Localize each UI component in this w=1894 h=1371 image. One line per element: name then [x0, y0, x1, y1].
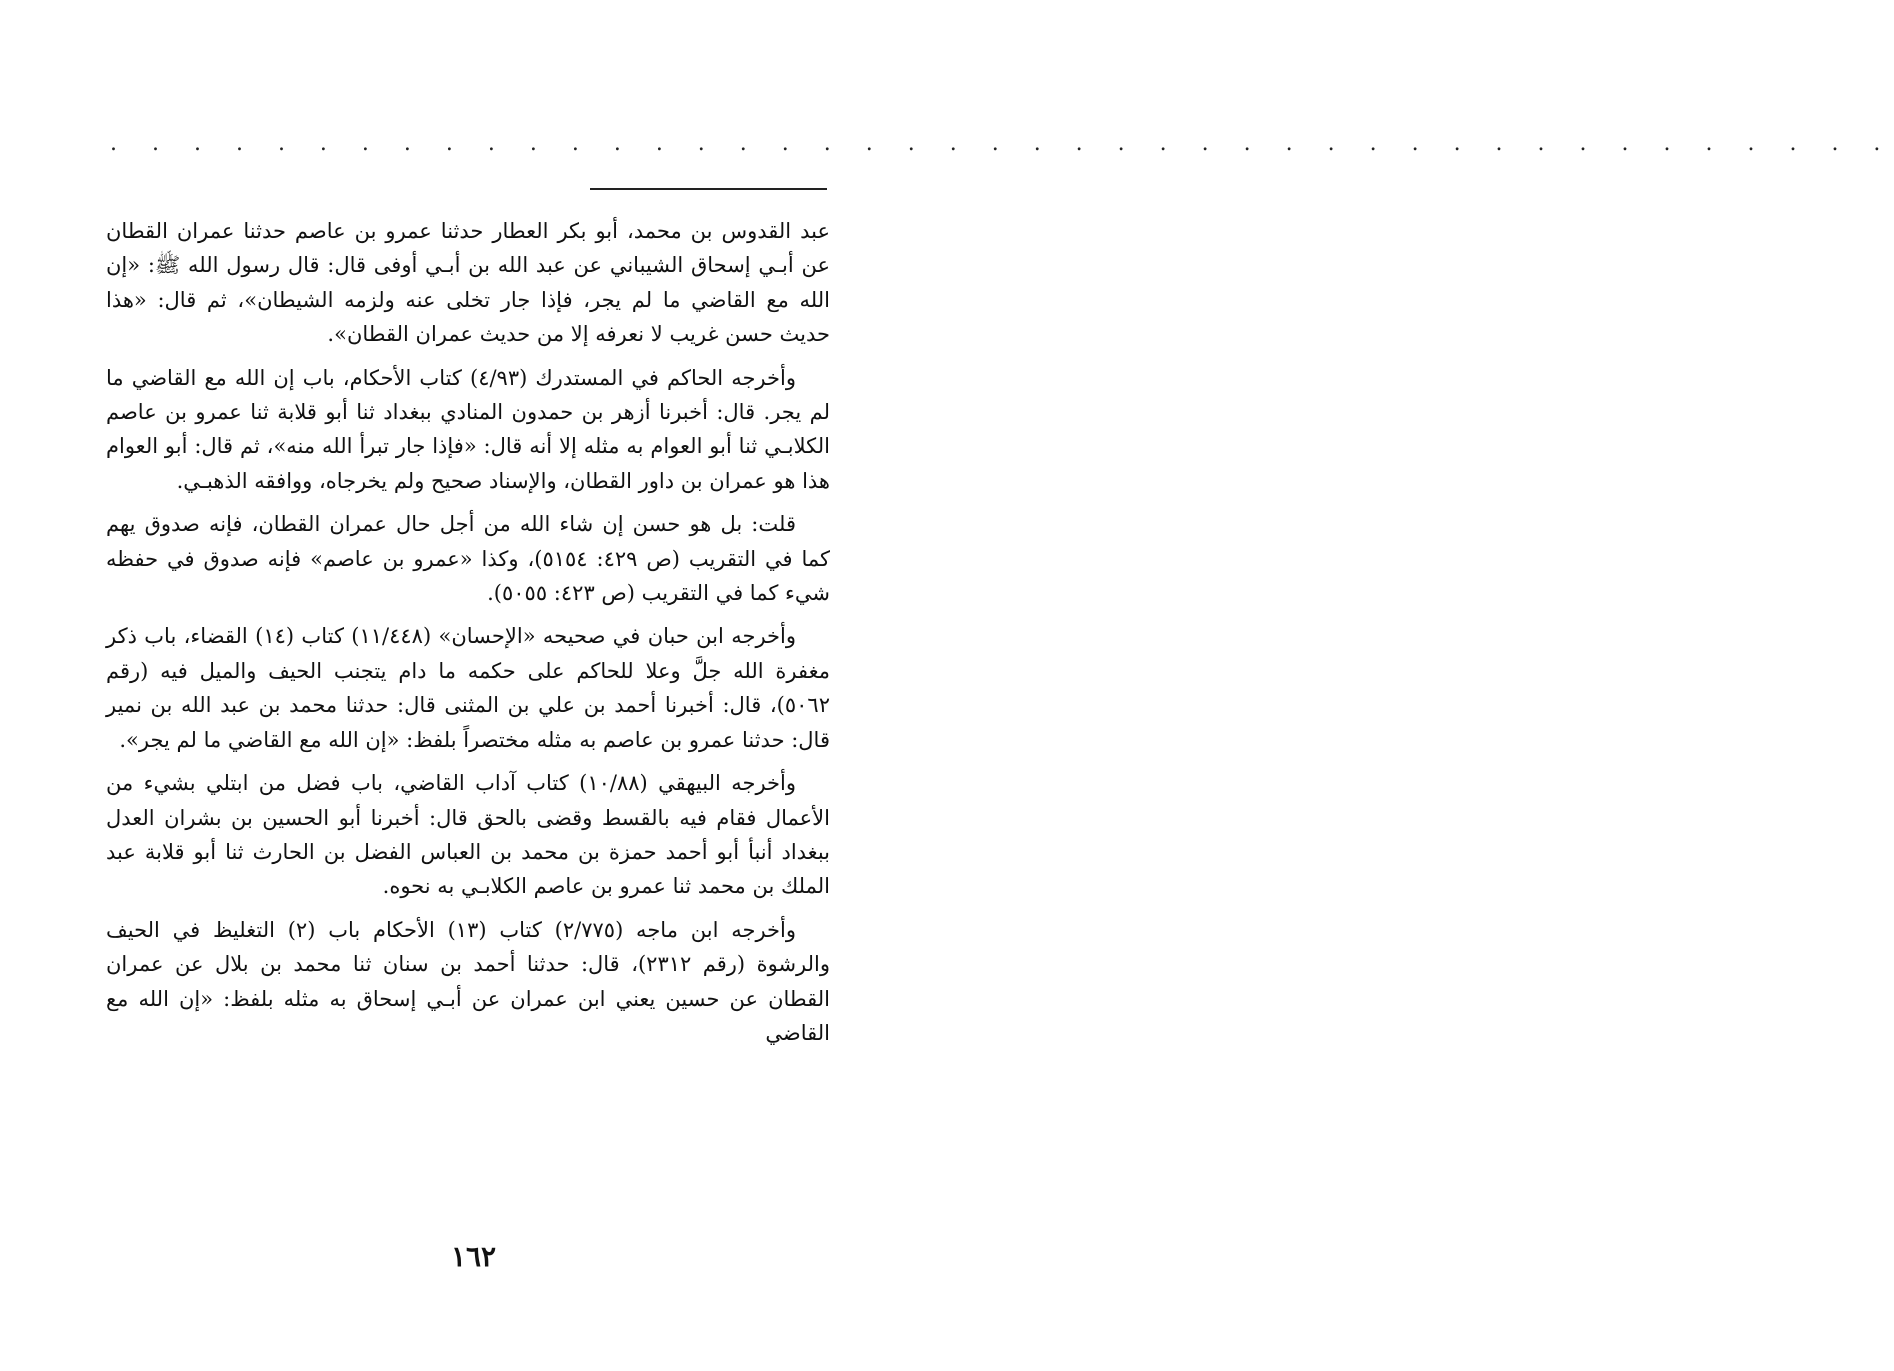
footnote-rule — [590, 188, 827, 190]
paragraph-text: قلت: بل هو حسن إن شاء الله من أجل حال عمران القطان، فإنه صدوق يهم كما في التقريب (ص ٤٢٩: ٥١٥٤)، وكذا «عمرو بن عاصم» فإنه صدوق في حفظه شيء كما في التقريب (ص ٤٢٣: ٥٠٥٥). — [106, 512, 830, 606]
paragraph-text: وأخرجه ابن حبان في صحيحه «الإحسان» (١١/٤٤٨) كتاب (١٤) القضاء، باب ذكر مغفرة الله جلَّ وعلا للحاكم على حكمه ما دام يتجنب الحيف والميل فيه (رقم ٥٠٦٢)، قال: أخبرنا أحمد بن علي بن المثنى قال: حدثنا محمد بن عبد الله بن نمير قال: حدثنا عمرو بن عاصم به مثله مختصراً بلفظ: «إن الله مع القاضي ما لم يجر». — [106, 624, 830, 752]
page-number: ١٦٢ — [450, 1240, 497, 1273]
paragraph — [106, 913, 830, 1051]
paragraph-text: وأخرجه الحاكم في المستدرك (٤/٩٣) كتاب الأحكام، باب إن الله مع القاضي ما لم يجر. قال: أخبرنا أزهر بن حمدون المنادي ببغداد ثنا أبو قلابة ثنا عمرو بن عاصم الكلابـي ثنا أبو العوام به مثله إلا أنه قال: «فإذا جار تبرأ الله منه»، ثم قال: أبو العوام هذا هو عمران بن داور القطان، والإسناد صحيح ولم يخرجاه، ووافقه الذهبـي. — [106, 365, 830, 493]
paragraph-text: وأخرجه البيهقي (١٠/٨٨) كتاب آداب القاضي، باب فضل من ابتلي بشيء من الأعمال فقام فيه بالقسط وقضى بالحق قال: أخبرنا أبو الحسين بن بشران العدل ببغداد أنبأ أبو أحمد حمزة بن محمد بن العباس الفضل بن الحارث ثنا أبو قلابة عبد الملك بن محمد ثنا عمرو بن عاصم الكلابـي به نحوه. — [106, 771, 830, 899]
paragraph-text: عبد القدوس بن محمد، أبو بكر العطار حدثنا عمرو بن عاصم حدثنا عمران القطان عن أبـي إسحاق الشيباني عن عبد الله بن أبـي أوفى قال: قال رسول الله ﷺ: «إن الله مع القاضي ما لم يجر، فإذا جار تخلى عنه ولزمه الشيطان»، ثم قال: «هذا حديث حسن غريب لا نعرفه إلا من حديث عمران القطان». — [106, 219, 830, 347]
paragraph — [106, 361, 830, 499]
paragraph — [106, 214, 830, 352]
paragraph — [106, 507, 830, 610]
separator-dots: . . . . . . . . . . . . . . . . . . . . . . . . . . . . . . . . . . . . . . . . . . . — [110, 131, 1894, 156]
paragraph-text: وأخرجه ابن ماجه (٢/٧٧٥) كتاب (١٣) الأحكام باب (٢) التغليظ في الحيف والرشوة (رقم ٢٣١٢)، قال: حدثنا أحمد بن سنان ثنا محمد بن بلال عن عمران القطان عن حسين يعني ابن عمران عن أبـي إسحاق به مثله بلفظ: «إن الله مع القاضي — [106, 917, 831, 1045]
paragraph — [106, 766, 830, 904]
paragraph — [106, 619, 830, 757]
page-body — [106, 214, 830, 1059]
